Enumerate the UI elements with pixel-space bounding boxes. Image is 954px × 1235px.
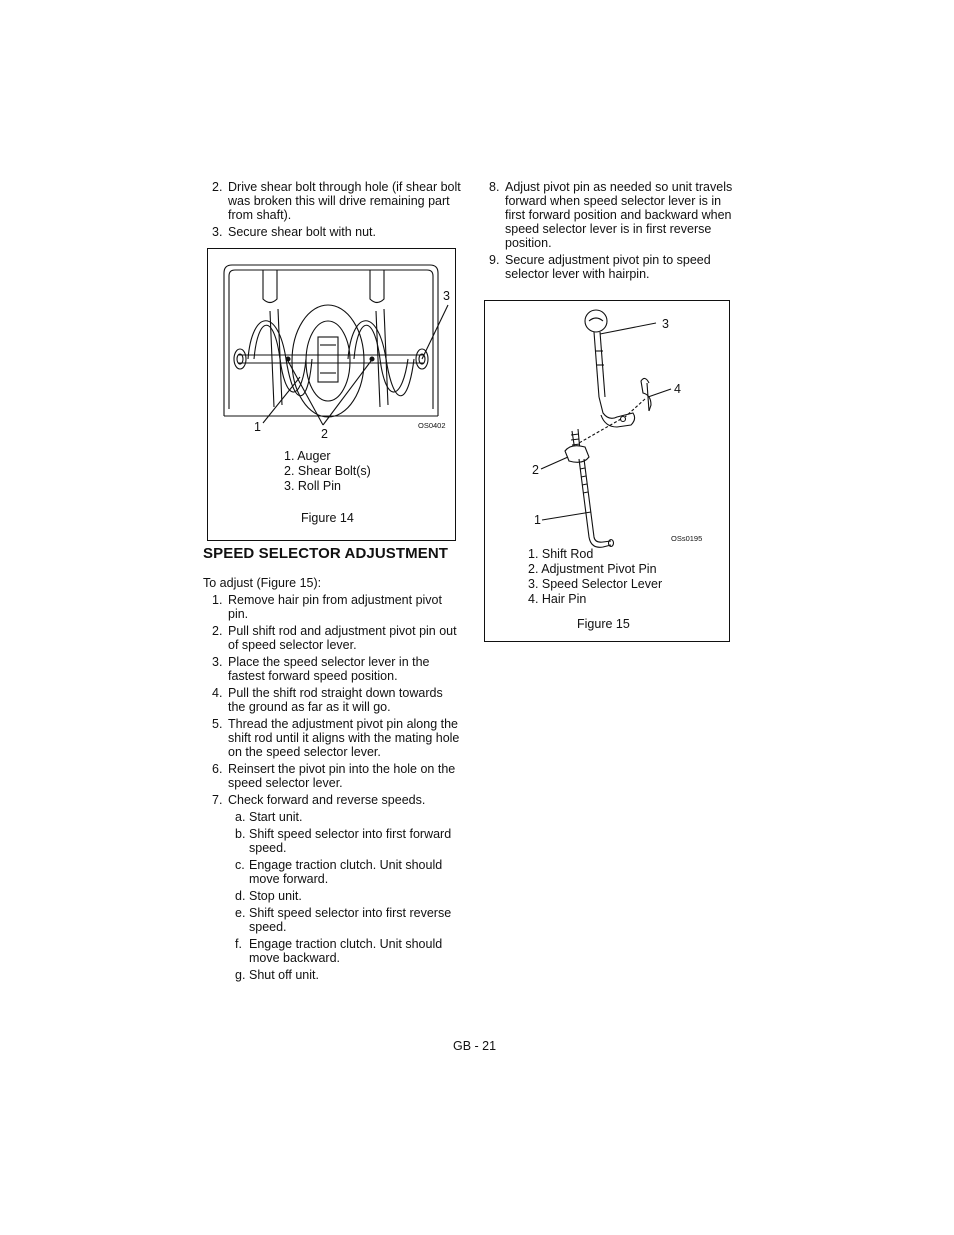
list-item [203,686,461,714]
figure-legend [284,449,371,494]
substep-letter: d. [235,889,246,903]
shift-linkage-illustration [485,301,729,551]
list-subitem [203,906,461,934]
list-item [203,655,461,683]
figure-caption: Figure 14 [301,511,354,525]
right-steps [480,180,736,284]
intro-text: To adjust (Figure 15): [203,576,322,590]
list-item [203,180,461,222]
figure-caption: Figure 15 [577,617,630,631]
step-number: 3. [212,225,223,239]
step-number: 6. [212,762,223,776]
legend-item: 4. Hair Pin [528,592,587,606]
step-text: Check forward and reverse speeds. [228,793,426,807]
callout-1: 1 [534,513,541,527]
callout-3: 3 [443,289,450,303]
figure-code: OS0402 [418,421,446,430]
list-subitem [203,889,461,903]
step-number: 2. [212,624,223,638]
step-text: Remove hair pin from adjustment pivot pin. [228,593,442,621]
legend-item: 1. Shift Rod [528,547,594,561]
step-number: 5. [212,717,223,731]
legend-item: 3. Roll Pin [284,479,341,493]
step-text: Drive shear bolt through hole (if shear bolt was broken this will drive remaining part from shaft). [228,180,461,222]
legend-item: 3. Speed Selector Lever [528,577,663,591]
list-item [203,762,461,790]
page-number: GB - 21 [453,1039,497,1053]
list-item [203,717,461,759]
callout-4: 4 [674,382,681,396]
substep-text: Engage traction clutch. Unit should move backward. [249,937,443,965]
step-number: 3. [212,655,223,669]
step-number: 4. [212,686,223,700]
figure-14 [207,248,456,541]
callout-1: 1 [254,420,261,434]
figure-legend [528,547,662,607]
list-subitem [203,810,461,824]
substep-text: Stop unit. [249,889,302,903]
step-number: 8. [489,180,500,194]
substep-text: Shift speed selector into first forward speed. [249,827,452,855]
callout-2: 2 [532,463,539,477]
list-item [480,253,736,281]
step-text: Thread the adjustment pivot pin along the shift rod until it aligns with the mating hole on the speed selector lever. [228,717,460,759]
substep-letter: e. [235,906,246,920]
callout-2: 2 [321,427,328,441]
substep-letter: c. [235,858,245,872]
substep-text: Shut off unit. [249,968,319,982]
list-item [203,225,461,239]
step-text: Reinsert the pivot pin into the hole on the speed selector lever. [228,762,456,790]
auger-illustration [208,249,455,449]
step-number: 2. [212,180,223,194]
step-text: Adjust pivot pin as needed so unit travels forward when speed selector lever is in first forward position and backward when speed selector lever is in first reverse position. [505,180,733,250]
list-item [203,793,461,807]
list-subitem [203,937,461,965]
list-subitem [203,858,461,886]
section-steps [203,576,461,985]
substep-text: Shift speed selector into first reverse speed. [249,906,452,934]
step-number: 9. [489,253,500,267]
list-item [480,180,736,250]
figure-code: OSs0195 [671,534,703,543]
list-subitem [203,968,461,982]
list-subitem [203,827,461,855]
section-heading: SPEED SELECTOR ADJUSTMENT [203,545,449,562]
list-item [203,624,461,652]
step-text: Secure adjustment pivot pin to speed selector lever with hairpin. [505,253,711,281]
substep-text: Start unit. [249,810,303,824]
substep-letter: f. [235,937,242,951]
list-item [203,593,461,621]
step-number: 1. [212,593,223,607]
substep-text: Engage traction clutch. Unit should move forward. [249,858,443,886]
callout-3: 3 [662,317,669,331]
step-number: 7. [212,793,223,807]
substep-letter: b. [235,827,246,841]
left-top-steps [203,180,461,242]
legend-item: 2. Shear Bolt(s) [284,464,371,478]
step-text: Pull the shift rod straight down towards the ground as far as it will go. [228,686,443,714]
figure-15 [484,300,730,642]
step-text: Secure shear bolt with nut. [228,225,376,239]
legend-item: 2. Adjustment Pivot Pin [528,562,657,576]
step-text: Pull shift rod and adjustment pivot pin out of speed selector lever. [228,624,457,652]
substep-letter: g. [235,968,246,982]
legend-item: 1. Auger [284,449,331,463]
substep-letter: a. [235,810,246,824]
step-text: Place the speed selector lever in the fastest forward speed position. [228,655,430,683]
